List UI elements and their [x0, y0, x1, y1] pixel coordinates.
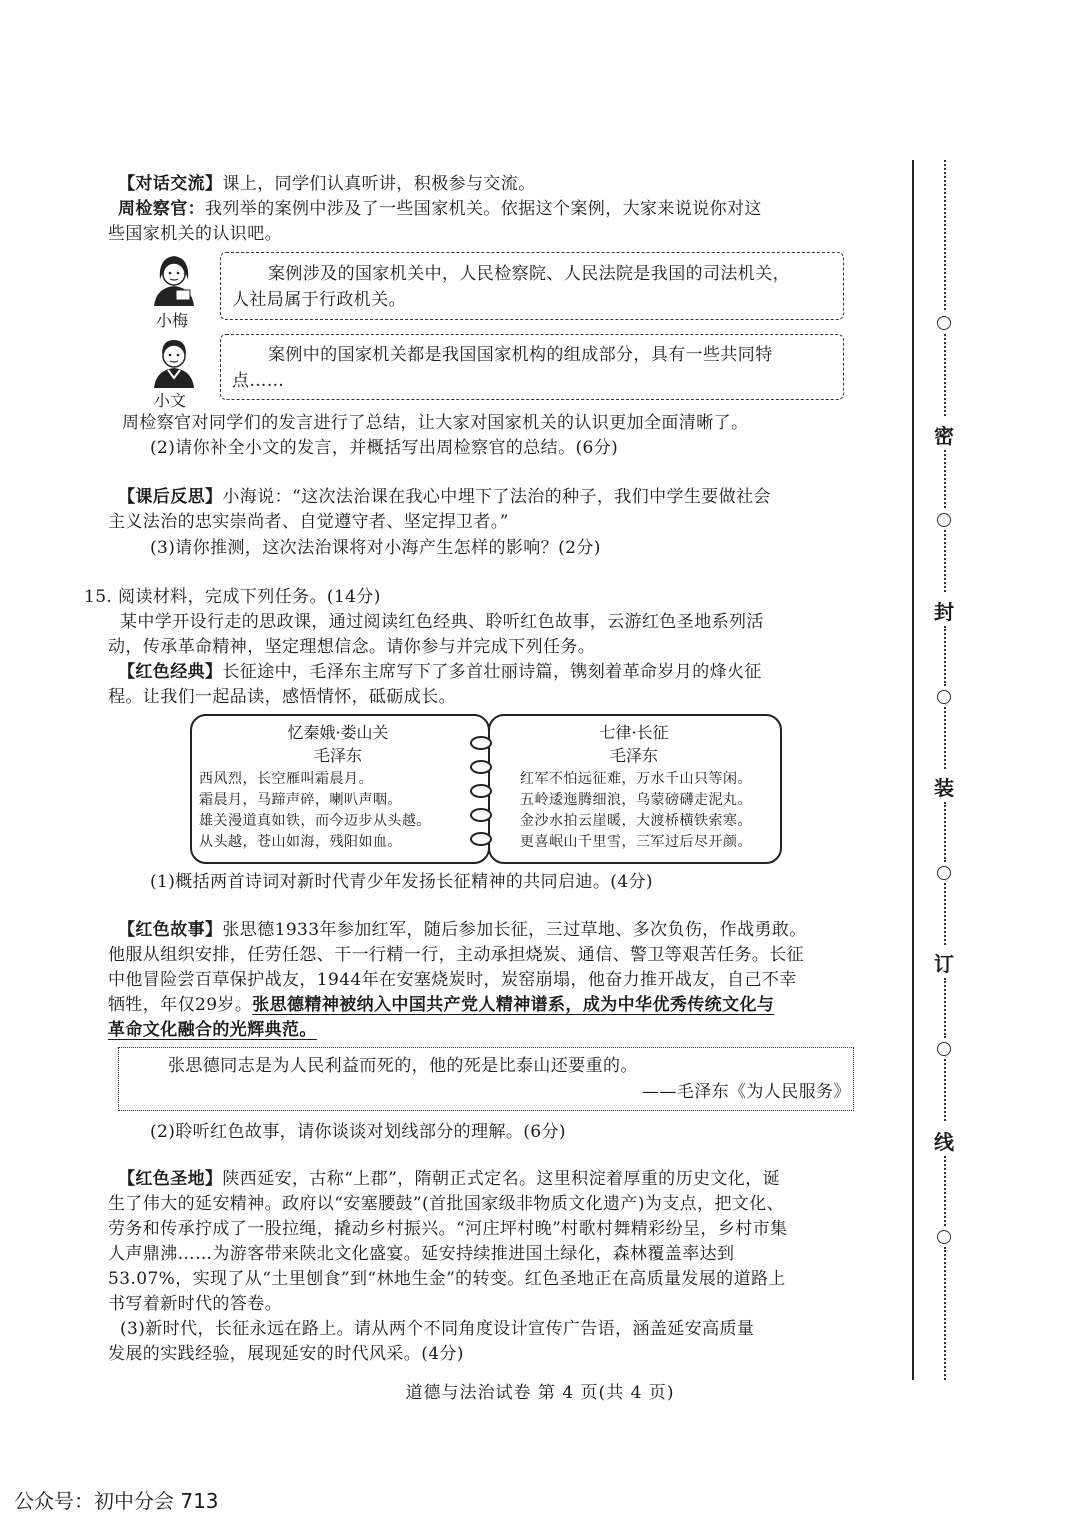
speaker-label: 周检察官：: [118, 199, 205, 219]
story-text: 牺牲，年仅29岁。: [108, 995, 253, 1015]
place-line: 生了伟大的延安精神。政府以“安塞腰鼓”(首批国家级非物质文化遗产)为支点，把文化、: [108, 1194, 785, 1214]
speaker-speech: 我列举的案例中涉及了一些国家机关。依据这个案例，大家来说说你对这: [205, 199, 762, 219]
binding-circle: [937, 1230, 951, 1244]
student-avatar-icon: [146, 332, 202, 388]
reflection-line: 主义法治的忠实崇尚者、自觉遵守者、坚定捍卫者。”: [108, 512, 509, 532]
binding-dots: [944, 334, 946, 416]
binding-dots: [944, 530, 946, 592]
question-15-1: (1)概括两首诗词对新时代青少年发扬长征精神的共同启迪。(4分): [150, 872, 653, 892]
binding-dots: [944, 450, 946, 508]
dialogue-heading: 【对话交流】: [118, 174, 223, 194]
poem-title: 忆秦娥·娄山关: [287, 723, 389, 742]
place-line: 书写着新时代的答卷。: [108, 1294, 282, 1314]
binding-circle: [937, 316, 951, 330]
intro-line: 某中学开设行走的思政课，通过阅读红色经典、聆听红色故事，云游红色圣地系列活: [120, 612, 764, 632]
classic-text: 长征途中，毛泽东主席写下了多首壮丽诗篇，镌刻着革命岁月的烽火征: [222, 662, 762, 682]
underlined-text: 张思德精神被纳入中国共产党人精神谱系，: [252, 995, 583, 1015]
binding-dots: [944, 160, 946, 310]
poem-line: 霜晨月，马蹄声碎，喇叭声咽。: [199, 792, 402, 808]
poem-line: 红军不怕远征难，万水千山只等闲。: [520, 771, 752, 787]
speech-line: 案例中的国家机关都是我国国家机构的组成部分，具有一些共同特: [268, 345, 773, 365]
story-line: [118, 918, 807, 942]
binding-border: [912, 160, 914, 1380]
question-3: (3)请你推测，这次法治课将对小海产生怎样的影响？(2分): [150, 538, 601, 558]
reflection-line: [118, 485, 771, 509]
speaker-line: [118, 197, 762, 221]
binding-dots: [944, 626, 946, 686]
page-footer: 道德与法治试卷 第 4 页(共 4 页): [405, 1383, 675, 1403]
binding-dots: [944, 1247, 946, 1380]
binding-dots: [944, 802, 946, 862]
question-15-2: (2)聆听红色故事，请你谈谈对划线部分的理解。(6分): [150, 1122, 566, 1142]
binding-char: 封: [934, 600, 954, 624]
place-heading: 【红色圣地】: [118, 1169, 223, 1189]
underlined-text: 成为中华优秀传统文化与: [582, 995, 775, 1015]
student-name: 小文: [154, 391, 187, 410]
classic-heading: 【红色经典】: [118, 662, 223, 682]
place-line: [118, 1167, 780, 1191]
binding-dots: [944, 1156, 946, 1226]
student-avatar-icon: [146, 250, 202, 306]
classic-line: 程。让我们一起品读，感悟情怀，砥砺成长。: [108, 687, 456, 707]
binding-dots: [944, 978, 946, 1038]
quote-text: 张思德同志是为人民利益而死的，他的死是比泰山还要重的。: [168, 1056, 638, 1076]
binding-char: 装: [934, 776, 954, 800]
binding-circle: [937, 1042, 951, 1056]
watermark: 公众号：初中分会 713: [14, 1489, 219, 1513]
question-15-3: (3)新时代，长征永远在路上。请从两个不同角度设计宣传广告语，涵盖延安高质量: [120, 1319, 755, 1339]
place-text: 陕西延安，古称“上郡”，隋朝正式定名。这里积淀着厚重的历史文化，诞: [222, 1169, 780, 1189]
place-line: 53.07%，实现了从“土里刨食”到“林地生金”的转变。红色圣地正在高质量发展的道路上: [108, 1269, 786, 1289]
binding-char: 密: [934, 424, 954, 448]
poem-line: 五岭逶迤腾细浪，乌蒙磅礴走泥丸。: [520, 792, 752, 808]
place-line: 人声鼎沸……为游客带来陕北文化盛宴。延安持续推进国土绿化，森林覆盖率达到: [108, 1244, 735, 1264]
poem-line: 西风烈，长空雁叫霜晨月。: [199, 771, 373, 787]
story-text: 张思德1933年参加红军，随后参加长征，三过草地、多次负伤，作战勇敢。: [222, 920, 807, 940]
binding-char: 订: [934, 952, 954, 976]
binding-dots: [944, 883, 946, 945]
story-line: [108, 993, 774, 1017]
poem-author: 毛泽东: [313, 746, 362, 765]
quote-source: ——毛泽东《为人民服务》: [642, 1082, 851, 1102]
question-2: (2)请你补全小文的发言，并概括写出周检察官的总结。(6分): [150, 438, 619, 458]
poem-author: 毛泽东: [609, 746, 658, 765]
student-name: 小梅: [156, 311, 189, 330]
poem-line: 从头越，苍山如海，残阳如血。: [199, 834, 402, 850]
question-15-title: 15. 阅读材料，完成下列任务。(14分): [84, 587, 381, 607]
classic-line: [118, 660, 762, 684]
story-line: 他服从组织安排，任劳任怨、干一行精一行，主动承担烧炭、通信、警卫等艰苦任务。长征: [108, 945, 804, 965]
speech-line: 案例涉及的国家机关中，人民检察院、人民法院是我国的司法机关，: [268, 264, 790, 284]
binding-circle: [937, 866, 951, 880]
binding-circle: [937, 690, 951, 704]
underlined-text: 革命文化融合的光辉典范。: [108, 1020, 317, 1040]
ring-icon: [470, 832, 492, 846]
place-line: 劳务和传承拧成了一股拉绳，撬动乡村振兴。“河庄坪村晚”村歌村舞精彩纷呈，乡村市集: [108, 1219, 788, 1239]
speech-line: 点……: [232, 371, 285, 391]
binding-char: 线: [934, 1130, 954, 1154]
dialogue-text: 课上，同学们认真听讲，积极参与交流。: [222, 174, 536, 194]
poem-line: 金沙水拍云崖暖，大渡桥横铁索寒。: [520, 813, 752, 829]
ring-icon: [470, 808, 492, 822]
poem-title: 七律·长征: [599, 723, 669, 742]
question-15-3-cont: 发展的实践经验，展现延安的时代风采。(4分): [108, 1344, 464, 1364]
binding-dots: [944, 1059, 946, 1121]
ring-icon: [470, 784, 492, 798]
binding-circle: [937, 513, 951, 527]
story-line: 中他冒险尝百草保护战友，1944年在安塞烧炭时，炭窑崩塌，他奋力推开战友，自己不幸: [108, 970, 797, 990]
dialogue-line: [118, 172, 536, 196]
summary-line: 周检察官对同学们的发言进行了总结，让大家对国家机关的认识更加全面清晰了。: [122, 413, 749, 433]
poem-line: 雄关漫道真如铁，而今迈步从头越。: [199, 813, 431, 829]
speech-line: 人社局属于行政机关。: [232, 290, 406, 310]
reflection-heading: 【课后反思】: [118, 487, 223, 507]
intro-line: 动，传承革命精神，坚定理想信念。请你参与并完成下列任务。: [108, 637, 596, 657]
poem-line: 更喜岷山千里雪，三军过后尽开颜。: [520, 834, 752, 850]
story-heading: 【红色故事】: [118, 920, 223, 940]
speaker-speech-cont: 些国家机关的认识吧。: [108, 224, 282, 244]
reflection-text: 小海说：“这次法治课在我心中埋下了法治的种子，我们中学生要做社会: [222, 487, 771, 507]
binding-dots: [944, 707, 946, 769]
